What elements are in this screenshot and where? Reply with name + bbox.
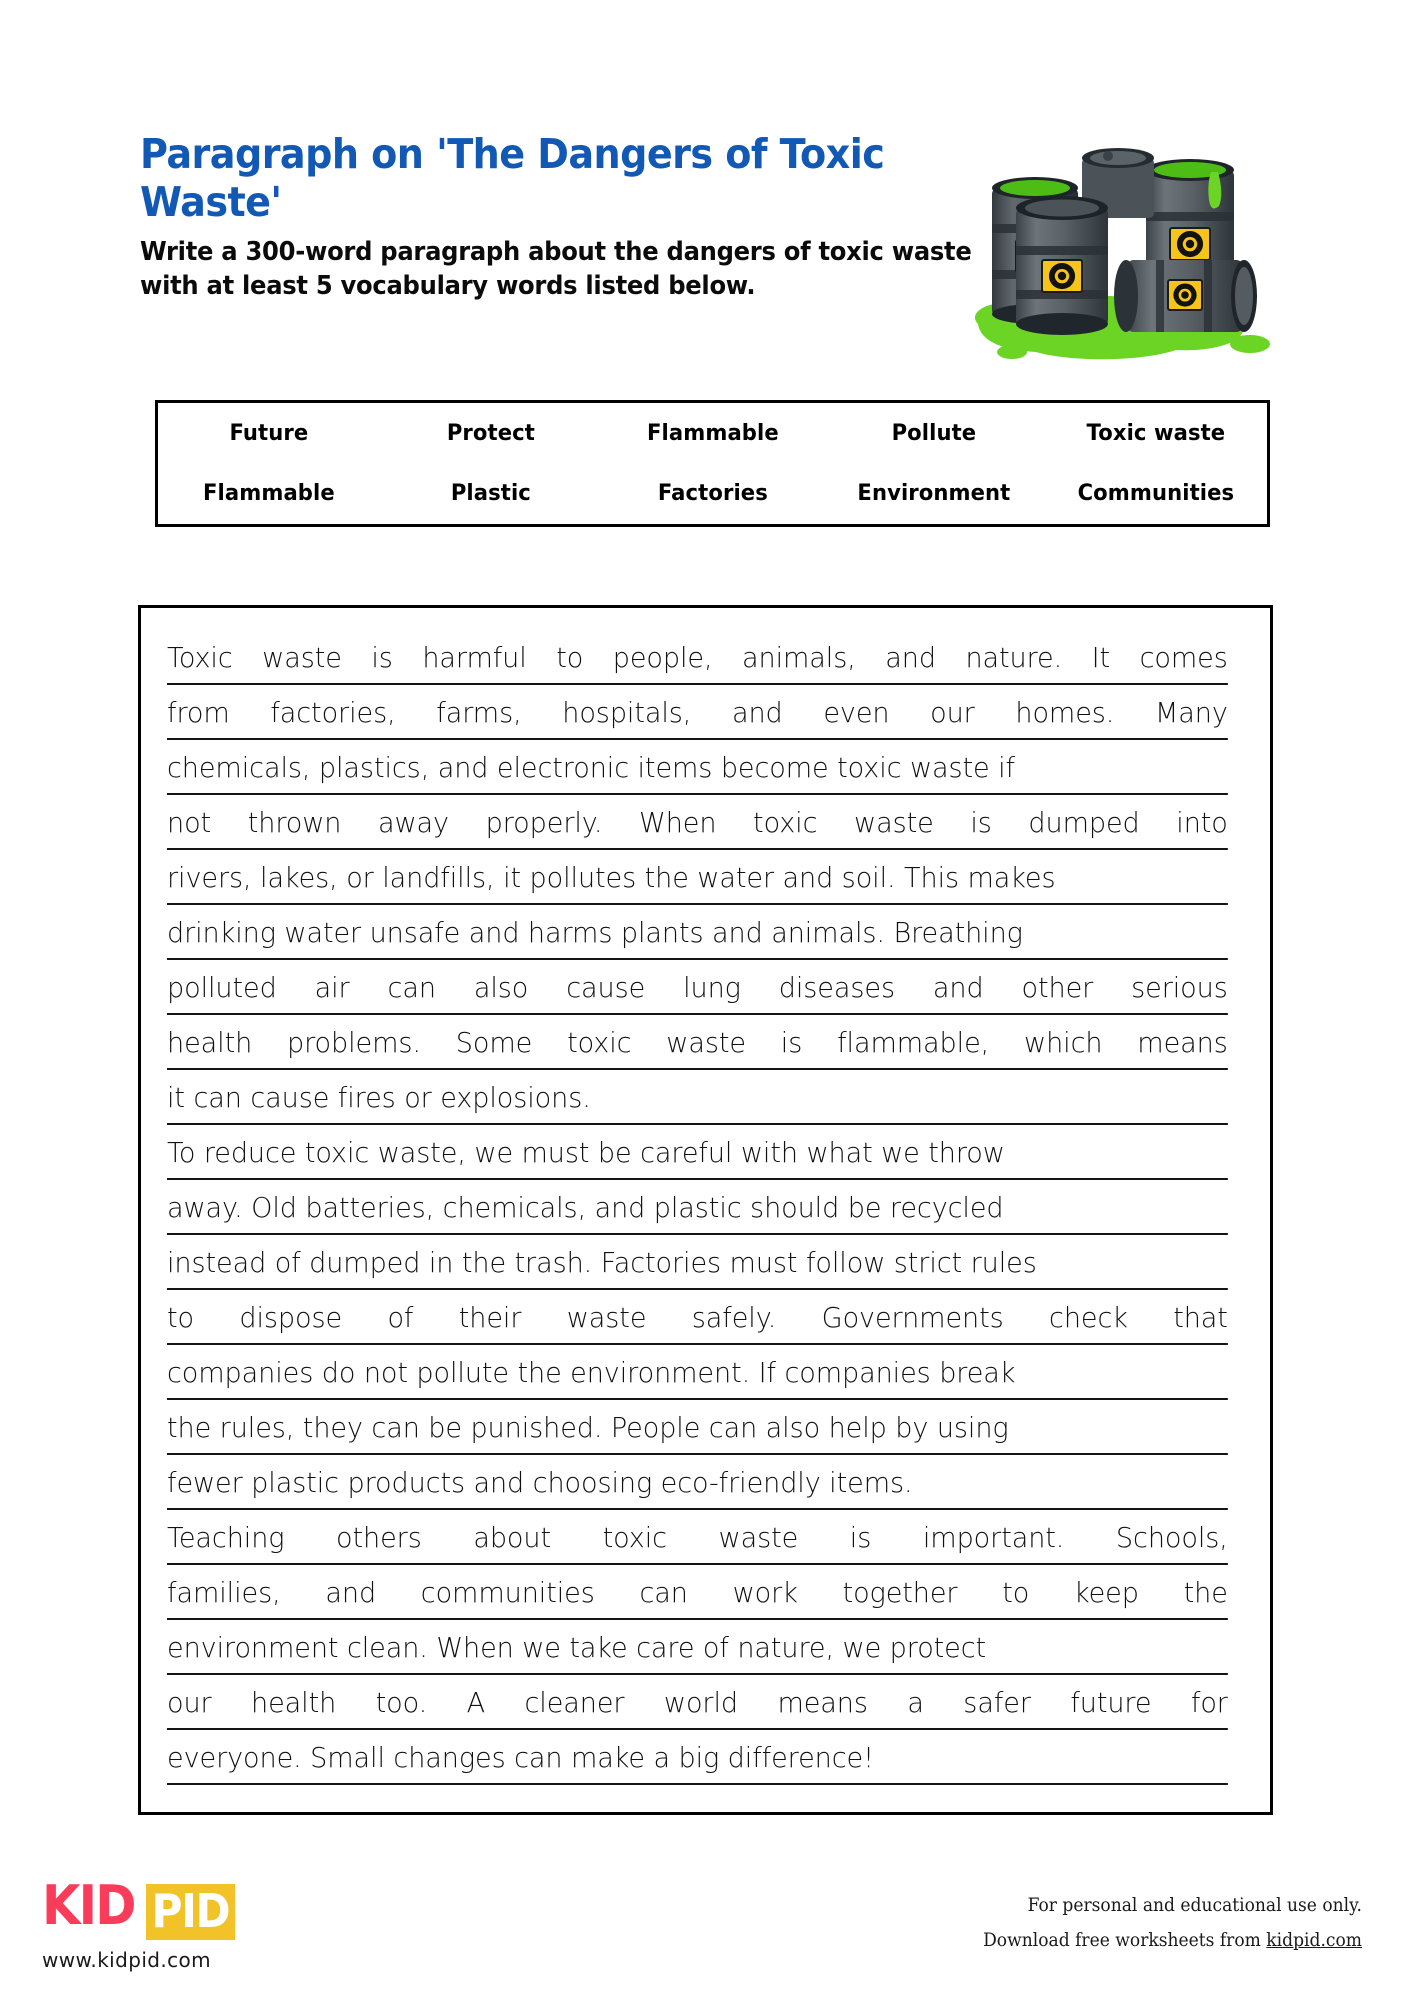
answer-word: is: [849, 1522, 872, 1554]
answer-word: even: [823, 697, 890, 729]
answer-word: When: [639, 807, 717, 839]
answer-word: waste: [718, 1522, 799, 1554]
answer-word: others: [336, 1522, 422, 1554]
answer-word: air: [314, 972, 350, 1004]
answer-line: away. Old batteries, chemicals, and plastic should be recycled: [167, 1180, 1228, 1235]
answer-word: a: [907, 1687, 924, 1719]
answer-word: lung: [683, 972, 741, 1004]
answer-word: thrown: [247, 807, 342, 839]
answer-line: fewer plastic products and choosing eco-friendly items.: [167, 1455, 1228, 1510]
answer-word: is: [970, 807, 992, 839]
logo-row: [42, 1874, 242, 1940]
answer-word: our: [930, 697, 975, 729]
answer-word: about: [473, 1522, 552, 1554]
answer-word: our: [167, 1687, 212, 1719]
vocabulary-row-2: [158, 464, 1267, 525]
answer-word: waste: [666, 1027, 746, 1059]
answer-line: [167, 960, 1228, 1015]
footer-notice: [983, 1888, 1362, 1958]
answer-line: [167, 1675, 1228, 1730]
logo-website-url: www.kidpid.com: [42, 1948, 212, 1972]
vocabulary-word: Communities: [1077, 481, 1235, 507]
answer-word: Schools,: [1115, 1522, 1228, 1554]
answer-word: of: [387, 1302, 414, 1334]
answer-word: important.: [922, 1522, 1065, 1554]
answer-word: waste: [566, 1302, 647, 1334]
answer-word: check: [1049, 1302, 1128, 1334]
vocabulary-word: Plastic: [450, 481, 531, 507]
vocabulary-row-1: [158, 403, 1267, 464]
answer-word: nature.: [965, 642, 1063, 674]
answer-word: into: [1176, 807, 1228, 839]
page-footer: [0, 1874, 1414, 2000]
worksheet-instructions: Write a 300-word paragraph about the dangers of toxic waste with at least 5 vocabulary words listed below.: [140, 236, 972, 302]
answer-word: toxic: [753, 807, 818, 839]
barrel-front-tipped: [1114, 260, 1257, 332]
answer-line: it can cause fires or explosions.: [167, 1070, 1228, 1125]
answer-word: Governments: [821, 1302, 1004, 1334]
answer-word: diseases: [778, 972, 895, 1004]
answer-word: and: [932, 972, 984, 1004]
answer-line: everyone. Small changes can make a big difference!: [167, 1730, 1228, 1785]
worksheet-header: [140, 130, 1280, 304]
footer-notice-line1: For personal and educational use only.: [1027, 1894, 1362, 1916]
answer-word: waste: [854, 807, 934, 839]
vocabulary-word: Factories: [657, 481, 768, 507]
answer-line: [167, 1290, 1228, 1345]
answer-word: too.: [375, 1687, 428, 1719]
answer-word: safer: [963, 1687, 1031, 1719]
answer-paragraph: [167, 630, 1244, 1785]
answer-word: world: [663, 1687, 739, 1719]
answer-word: waste: [262, 642, 342, 674]
answer-word: animals,: [741, 642, 856, 674]
answer-line: rivers, lakes, or landfills, it pollutes the water and soil. This makes: [167, 850, 1228, 905]
answer-word: Some: [455, 1027, 533, 1059]
answer-word: people,: [612, 642, 713, 674]
footer-notice-prefix: Download free worksheets from: [983, 1929, 1267, 1952]
answer-word: cleaner: [524, 1687, 625, 1719]
answer-line: [167, 795, 1228, 850]
answer-word: farms,: [436, 697, 522, 729]
answer-word: means: [1137, 1027, 1228, 1059]
answer-word: not: [167, 807, 212, 839]
toxic-waste-barrels-illustration: [950, 100, 1280, 370]
answer-line: [167, 685, 1228, 740]
answer-word: hospitals,: [562, 697, 692, 729]
answer-word: Teaching: [167, 1522, 285, 1554]
answer-word: also: [473, 972, 529, 1004]
answer-word: factories,: [270, 697, 396, 729]
answer-word: from: [167, 697, 230, 729]
answer-line: companies do not pollute the environment. If companies break: [167, 1345, 1228, 1400]
answer-word: properly.: [485, 807, 603, 839]
answer-word: to: [1002, 1577, 1030, 1609]
answer-word: work: [732, 1577, 798, 1609]
answer-word: toxic: [602, 1522, 667, 1554]
answer-word: Many: [1154, 697, 1228, 729]
kidpid-link[interactable]: kidpid.com: [1266, 1929, 1362, 1952]
answer-word: cause: [566, 972, 646, 1004]
answer-word: dispose: [239, 1302, 343, 1334]
answer-word: health: [167, 1027, 253, 1059]
answer-word: health: [251, 1687, 337, 1719]
vocabulary-word: Protect: [446, 420, 535, 446]
vocabulary-word-bank: [155, 400, 1270, 527]
answer-line: [167, 1565, 1228, 1620]
answer-word: can: [387, 972, 436, 1004]
answer-word: their: [458, 1302, 522, 1334]
answer-word: to: [556, 642, 584, 674]
answer-word: away: [378, 807, 450, 839]
header-text-block: [140, 130, 1020, 304]
answer-word: future: [1070, 1687, 1152, 1719]
answer-word: which: [1024, 1027, 1103, 1059]
footer-notice-line2: [983, 1923, 1362, 1958]
vocabulary-word: Flammable: [646, 420, 779, 446]
kidpid-logo: [42, 1874, 242, 1972]
answer-word: comes: [1139, 642, 1228, 674]
answer-word: harmful: [422, 642, 527, 674]
answer-word: polluted: [167, 972, 277, 1004]
answer-word: Toxic: [167, 642, 233, 674]
answer-word: communities: [420, 1577, 595, 1609]
answer-line: [167, 630, 1228, 685]
answer-word: and: [731, 697, 783, 729]
answer-line: [167, 1015, 1228, 1070]
vocabulary-word: Pollute: [891, 420, 977, 446]
vocabulary-word: Environment: [857, 481, 1011, 507]
answer-word: keep: [1073, 1577, 1139, 1609]
answer-line: To reduce toxic waste, we must be careful with what we throw: [167, 1125, 1228, 1180]
answer-line: [167, 1510, 1228, 1565]
answer-word: homes.: [1015, 697, 1115, 729]
logo-pid-text: PID: [146, 1884, 235, 1940]
vocabulary-word: Toxic waste: [1086, 420, 1226, 446]
answer-word: can: [639, 1577, 688, 1609]
answer-word: means: [777, 1687, 868, 1719]
answer-line: the rules, they can be punished. People can also help by using: [167, 1400, 1228, 1455]
answer-line: drinking water unsafe and harms plants and animals. Breathing: [167, 905, 1228, 960]
answer-word: safely.: [691, 1302, 777, 1334]
answer-word: serious: [1131, 972, 1228, 1004]
logo-kid-text: KID: [42, 1874, 135, 1937]
answer-word: dumped: [1028, 807, 1140, 839]
answer-word: It: [1091, 642, 1111, 674]
answer-word: flammable,: [837, 1027, 990, 1059]
answer-writing-area[interactable]: [138, 605, 1273, 1815]
answer-word: is: [780, 1027, 803, 1059]
answer-word: and: [325, 1577, 377, 1609]
answer-word: toxic: [567, 1027, 632, 1059]
answer-word: other: [1021, 972, 1094, 1004]
answer-word: families,: [167, 1577, 281, 1609]
answer-word: the: [1183, 1577, 1228, 1609]
barrel-front-left: [1016, 196, 1108, 335]
vocabulary-word: Future: [229, 420, 309, 446]
answer-word: that: [1173, 1302, 1228, 1334]
answer-word: A: [466, 1687, 486, 1719]
answer-word: and: [885, 642, 936, 674]
answer-line: environment clean. When we take care of nature, we protect: [167, 1620, 1228, 1675]
answer-word: problems.: [287, 1027, 421, 1059]
answer-word: is: [371, 642, 393, 674]
answer-line: chemicals, plastics, and electronic items become toxic waste if: [167, 740, 1228, 795]
answer-word: to: [167, 1302, 195, 1334]
answer-line: instead of dumped in the trash. Factories must follow strict rules: [167, 1235, 1228, 1290]
vocabulary-word: Flammable: [203, 481, 335, 507]
answer-word: for: [1190, 1687, 1228, 1719]
page-title: Paragraph on 'The Dangers of Toxic Waste': [140, 130, 885, 227]
answer-word: together: [842, 1577, 958, 1609]
